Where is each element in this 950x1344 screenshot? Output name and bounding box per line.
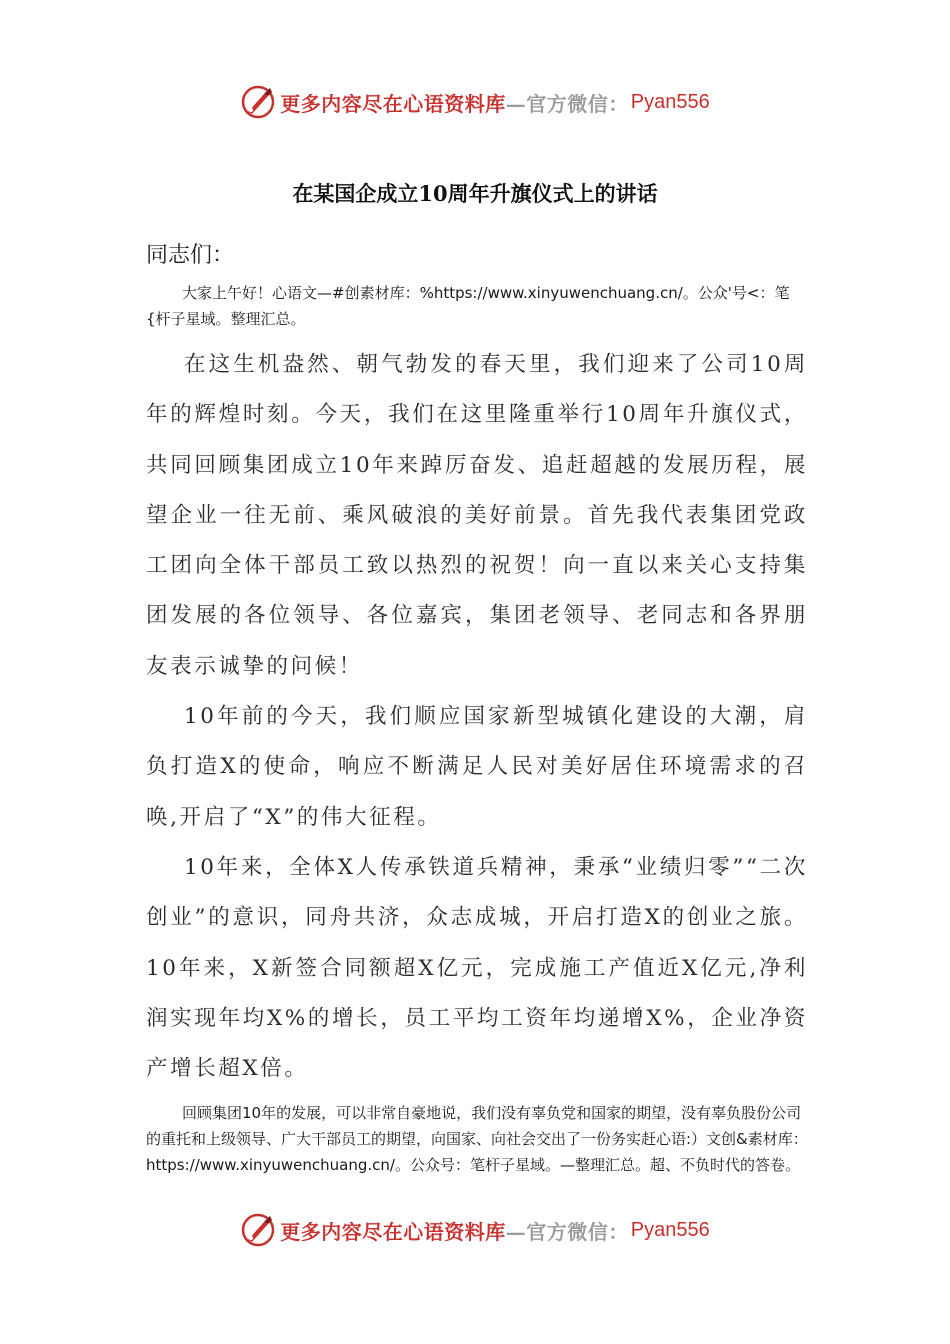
banner-sub-text: —官方微信： bbox=[505, 1219, 629, 1244]
banner-main-text: 更多内容尽在心语资料库 bbox=[280, 91, 506, 116]
header-watermark-banner bbox=[0, 80, 950, 124]
paragraph-history: 10年前的今天，我们顺应国家新型城镇化建设的大潮，肩负打造X的使命，响应不断满足人民对美好居住环境需求的召唤,开启了“X”的伟大征程。 bbox=[146, 704, 808, 830]
paragraph-review: 回顾集团10年的发展，可以非常自豪地说，我们没有辜负党和国家的期望，没有辜负股份公司的重托和上级领导、广大干部员工的期望，向国家、向社会交出了一份务实赶心语:）文创&素材库：https://www.xinyuwenchuang.cn/。公众号：笔杆子星域。—整理汇总。超、不负时代的答卷。 bbox=[146, 1104, 808, 1175]
banner-wechat-id: Pyan556 bbox=[630, 90, 710, 113]
banner-sub-text: —官方微信： bbox=[505, 91, 629, 116]
pen-nib-logo-icon bbox=[240, 1212, 276, 1248]
document-title: 在某国企成立10周年升旗仪式上的讲话 bbox=[292, 181, 658, 206]
document-body bbox=[146, 236, 808, 1178]
paragraph-opening: 在这生机盎然、朝气勃发的春天里，我们迎来了公司10周年的辉煌时刻。今天，我们在这里隆重举行10周年升旗仪式，共同回顾集团成立10年来踔厉奋发、追赶超越的发展历程，展望企业一往无前、乘风破浪的美好前景。首先我代表集团党政工团向全体干部员工致以热烈的祝贺！向一直以来关心支持集团发展的各位领导、各位嘉宾，集团老领导、老同志和各界朋友表示诚挚的问候！ bbox=[146, 352, 808, 679]
pen-nib-logo-icon bbox=[240, 84, 276, 120]
paragraph-greeting: 大家上午好！心语文—#创素材库：%https://www.xinyuwenchuang.cn/。公众'号<：笔{杆子星域。整理汇总。 bbox=[146, 284, 790, 328]
banner-main-text: 更多内容尽在心语资料库 bbox=[280, 1219, 506, 1244]
banner-wechat-id: Pyan556 bbox=[630, 1218, 710, 1241]
footer-watermark-banner bbox=[0, 1208, 950, 1252]
salutation: 同志们： bbox=[146, 243, 235, 268]
paragraph-achievements: 10年来，全体X人传承铁道兵精神，秉承“业绩归零”“二次创业”的意识，同舟共济，众志成城，开启打造X的创业之旅。10年来，X新签合同额超X亿元，完成施工产值近X亿元,净利润实现年均X%的增长，员工平均工资年均递增X%，企业净资产增长超X倍。 bbox=[146, 854, 808, 1082]
